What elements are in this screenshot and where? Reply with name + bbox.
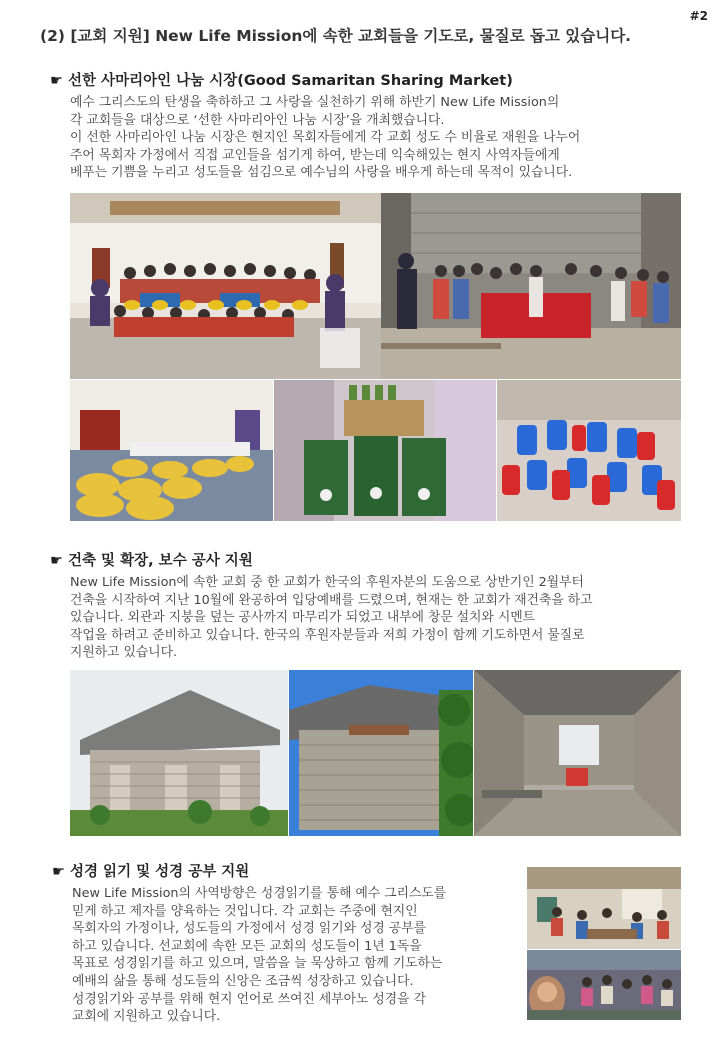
paragraph-line: 지원하고 있습니다. [70, 645, 178, 661]
photo-building-roof [289, 670, 473, 836]
section-paragraph-sharing-market [70, 94, 580, 182]
paragraph-line: 목회자의 가정이나, 성도들의 가정에서 성경 읽기와 성경 공부를 [72, 921, 426, 937]
section-paragraph-construction [70, 574, 592, 662]
photo-rice-bags-table [70, 380, 273, 521]
paragraph-line: New Life Mission에 속한 교회 중 한 교회가 한국의 후원자분의 도움으로 상반기인 2월부터 [70, 575, 584, 590]
paragraph-line: 베푸는 기쁨을 누리고 성도들을 섬김으로 예수님의 사랑을 배우게 하는데 목적이 있습니다. [70, 165, 573, 181]
paragraph-line: New Life Mission의 사역방향은 성경읽기를 통해 예수 그리스도를 [72, 886, 447, 901]
photo-building-exterior [70, 670, 288, 836]
photo-bible-study-group [527, 867, 681, 949]
paragraph-line: 성경읽기와 공부를 위해 현지 언어로 쓰여진 세부아노 성경을 각 [72, 991, 426, 1007]
pointing-hand-icon: ☛ [50, 73, 63, 89]
paragraph-line: 건축을 시작하여 지난 10월에 완공하여 입당예배를 드렸으며, 현재는 한 교회가 재건축을 하고 [70, 592, 593, 608]
paragraph-line: 각 교회들을 대상으로 ‘선한 사마리아인 나눔 시장’을 개최했습니다. [70, 112, 445, 128]
paragraph-line: 교회에 지원하고 있습니다. [72, 1009, 221, 1025]
section-title-sharing-market [50, 69, 513, 90]
photo-gift-bags [497, 380, 681, 521]
pointing-hand-icon: ☛ [52, 864, 65, 880]
paragraph-line: 주어 목회자 가정에서 직접 교인들을 섬기게 하여, 받는데 익숙해있는 현지 사역자들에게 [70, 147, 560, 163]
paragraph-line: 하고 있습니다. 선교회에 속한 모든 교회의 성도들이 1년 1독을 [72, 938, 422, 954]
photo-bible-study-home [527, 950, 681, 1020]
paragraph-line: 있습니다. 외관과 지붕을 덮는 공사까지 마무리가 되었고 내부에 창문 설치와 시멘트 [70, 610, 536, 626]
section-title-bible-study [52, 860, 249, 881]
photo-group-indoor [70, 193, 381, 379]
paragraph-line: 목표로 성경읽기를 하고 있으며, 말씀을 늘 묵상하고 함께 기도하는 [72, 956, 443, 972]
photo-group-outdoor [381, 193, 681, 379]
section-title-text: 선한 사마리아인 나눔 시장(Good Samaritan Sharing Market) [68, 73, 513, 89]
paragraph-line: 예수 그리스도의 탄생을 축하하고 그 사랑을 실천하기 위해 하반기 New Life Mission의 [70, 95, 560, 110]
paragraph-line: 예배의 삶을 통해 성도들의 신앙은 조금씩 성장하고 있습니다. [72, 973, 414, 989]
section-title-text: 건축 및 확장, 보수 공사 지원 [68, 553, 253, 569]
paragraph-line: 작업을 하려고 준비하고 있습니다. 한국의 후원자분들과 저희 가정이 함께 기도하면서 물질로 [70, 627, 585, 643]
page-number: #2 [689, 9, 708, 23]
section-paragraph-bible-study [72, 885, 446, 1026]
paragraph-line: 믿게 하고 제자를 양육하는 것입니다. 각 교회는 주중에 현지인 [72, 903, 418, 919]
pointing-hand-icon: ☛ [50, 553, 63, 569]
photo-building-interior [474, 670, 681, 836]
section-title-text: 성경 읽기 및 성경 공부 지원 [70, 864, 250, 880]
section-title-construction [50, 549, 253, 570]
page-title: (2) [교회 지원] New Life Mission에 속한 교회들을 기도로, 물질로 돕고 있습니다. [40, 27, 632, 45]
paragraph-line: 이 선한 사마리아인 나눔 시장은 현지인 목회자들에게 각 교회 성도 수 비율로 재원을 나누어 [70, 130, 581, 146]
photo-supplies-boxes [274, 380, 496, 521]
